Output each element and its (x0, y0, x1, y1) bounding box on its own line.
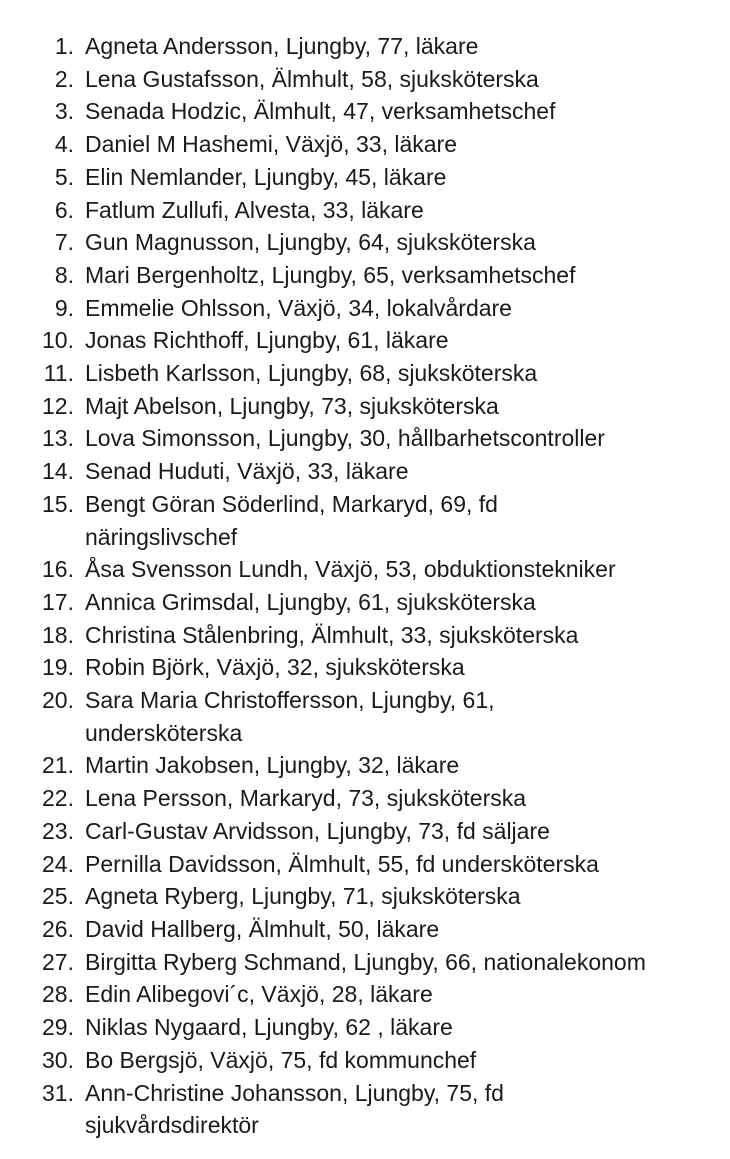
list-item-number: 23. (42, 817, 74, 844)
list-item-number: 11. (43, 360, 74, 387)
list-item (0, 357, 730, 390)
list-item-number: 5. (54, 163, 74, 190)
list-item (0, 782, 730, 815)
list-item-text: David Hallberg, Älmhult, 50, läkare (85, 915, 440, 942)
list-item (0, 684, 730, 749)
list-item (0, 1044, 730, 1077)
list-item-text: Birgitta Ryberg Schmand, Ljungby, 66, nationalekonom (85, 948, 646, 975)
list-item-number: 17. (42, 588, 74, 615)
list-item (0, 194, 730, 227)
list-item-text: Agneta Andersson, Ljungby, 77, läkare (85, 33, 479, 59)
list-item-text: Bo Bergsjö, Växjö, 75, fd kommunchef (85, 1046, 477, 1073)
list-item (0, 161, 730, 194)
list-item-text: Martin Jakobsen, Ljungby, 32, läkare (85, 752, 460, 779)
list-item (0, 848, 730, 881)
list-item (0, 324, 730, 357)
list-item-number: 1. (54, 33, 74, 59)
list-item (0, 95, 730, 128)
list-item-text: Mari Bergenholtz, Ljungby, 65, verksamhetschef (85, 261, 576, 288)
list-item-number: 28. (42, 981, 74, 1008)
list-item-number: 13. (42, 425, 74, 452)
list-item-text: Bengt Göran Söderlind, Markaryd, 69, fd näringslivschef (85, 490, 498, 550)
list-item-number: 9. (54, 294, 74, 321)
list-item-number: 14. (42, 458, 74, 485)
list-item (0, 880, 730, 913)
list-item-text: Gun Magnusson, Ljungby, 64, sjuksköterska (85, 229, 536, 256)
list-item-text: Annica Grimsdal, Ljungby, 61, sjuksköterska (85, 588, 536, 615)
list-item (0, 946, 730, 979)
list-item-text: Lena Persson, Markaryd, 73, sjuksköterska (85, 785, 527, 812)
list-item-text: Majt Abelson, Ljungby, 73, sjuksköterska (85, 392, 499, 419)
list-item-text: Fatlum Zullufi, Alvesta, 33, läkare (85, 196, 424, 223)
list-item-number: 27. (42, 948, 74, 975)
list-item (0, 128, 730, 161)
list-item-text: Ann-Christine Johansson, Ljungby, 75, fd sjukvårdsdirektör (85, 1079, 504, 1139)
numbered-list (0, 30, 730, 1142)
list-item-text: Sara Maria Christoffersson, Ljungby, 61, undersköterska (85, 687, 495, 746)
list-item-text: Christina Stålenbring, Älmhult, 33, sjuksköterska (85, 621, 579, 648)
list-item-text: Carl-Gustav Arvidsson, Ljungby, 73, fd säljare (85, 817, 550, 844)
list-item-text: Daniel M Hashemi, Växjö, 33, läkare (85, 131, 457, 158)
list-item-text: Senad Huduti, Växjö, 33, läkare (85, 458, 409, 485)
list-item-number: 8. (54, 261, 74, 288)
list-item-number: 25. (42, 883, 74, 910)
list-item-number: 20. (42, 687, 74, 714)
list-item (0, 1011, 730, 1044)
list-item (0, 651, 730, 684)
list-item-text: Edin Alibegovi´c, Växjö, 28, läkare (85, 981, 433, 1008)
list-item-number: 21. (42, 752, 74, 779)
list-item-text: Lena Gustafsson, Älmhult, 58, sjuksköterska (85, 65, 539, 92)
list-item-number: 29. (42, 1014, 74, 1041)
list-item-number: 16. (42, 556, 74, 583)
list-item-number: 3. (54, 98, 74, 125)
list-item-number: 24. (42, 850, 74, 877)
list-item (0, 815, 730, 848)
list-item-number: 2. (54, 65, 74, 92)
list-item (0, 619, 730, 652)
list-item (0, 63, 730, 96)
list-item-number: 26. (42, 915, 74, 942)
list-item (0, 488, 730, 553)
list-item (0, 259, 730, 292)
list-item (0, 390, 730, 423)
list-item-text: Emmelie Ohlsson, Växjö, 34, lokalvårdare (85, 294, 512, 321)
list-item-number: 6. (54, 196, 74, 223)
list-item (0, 455, 730, 488)
list-item-number: 7. (54, 229, 74, 256)
list-item-number: 19. (42, 654, 74, 681)
list-item-text: Lisbeth Karlsson, Ljungby, 68, sjuksköterska (85, 360, 538, 387)
list-item (0, 749, 730, 782)
list-item-number: 22. (42, 785, 74, 812)
list-item (0, 226, 730, 259)
list-item-text: Åsa Svensson Lundh, Växjö, 53, obduktionstekniker (85, 556, 616, 583)
list-item (0, 292, 730, 325)
list-item-text: Robin Björk, Växjö, 32, sjuksköterska (85, 654, 465, 681)
list-item-number: 12. (42, 392, 74, 419)
list-item-number: 31. (42, 1079, 74, 1106)
list-item-number: 30. (42, 1046, 74, 1073)
list-item-number: 18. (42, 621, 74, 648)
list-item (0, 422, 730, 455)
list-item (0, 913, 730, 946)
list-item-number: 4. (54, 131, 74, 158)
list-item (0, 553, 730, 586)
list-item-text: Jonas Richthoff, Ljungby, 61, läkare (85, 327, 449, 354)
list-item (0, 978, 730, 1011)
list-item-text: Niklas Nygaard, Ljungby, 62 , läkare (85, 1014, 453, 1041)
list-item-text: Pernilla Davidsson, Älmhult, 55, fd undersköterska (85, 850, 599, 877)
list-item-text: Elin Nemlander, Ljungby, 45, läkare (85, 163, 447, 190)
list-item-text: Agneta Ryberg, Ljungby, 71, sjuksköterska (85, 883, 521, 910)
list-item-number: 15. (42, 490, 74, 517)
list-item (0, 586, 730, 619)
list-item-number: 10. (42, 327, 74, 354)
list-item-text: Senada Hodzic, Älmhult, 47, verksamhetschef (85, 98, 556, 125)
list-item (0, 30, 730, 63)
list-item-text: Lova Simonsson, Ljungby, 30, hållbarhetscontroller (85, 425, 605, 452)
list-item (0, 1077, 730, 1142)
